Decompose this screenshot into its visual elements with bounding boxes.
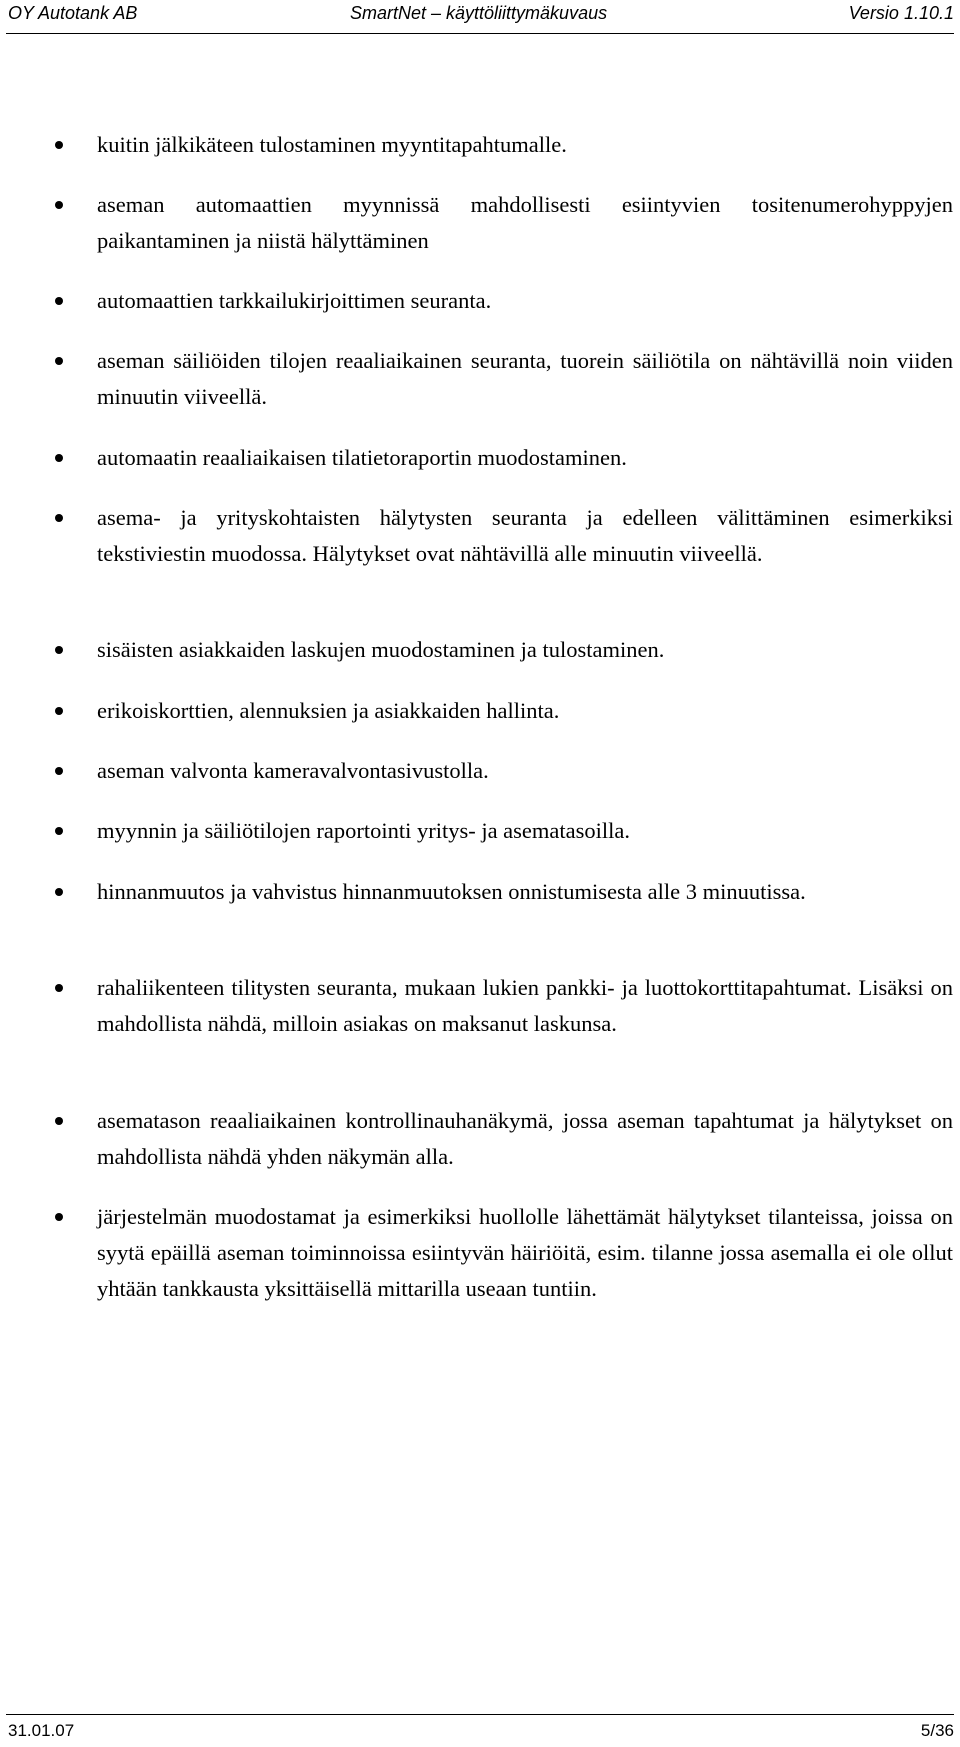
footer-date: 31.01.07 — [8, 1721, 75, 1740]
list-item — [48, 440, 954, 476]
list-item — [48, 813, 954, 849]
bullet-icon — [55, 357, 63, 365]
bullet-icon — [55, 827, 63, 835]
list-item — [48, 1103, 954, 1175]
list-item-text: kuitin jälkikäteen tulostaminen myyntitapahtumalle. — [97, 132, 567, 157]
list-item-text: hinnanmuutos ja vahvistus hinnanmuutoksen onnistumisesta alle 3 minuutissa. — [97, 879, 806, 904]
list-item-text: asematason reaaliaikainen kontrollinauhanäkymä, jossa aseman tapahtumat ja hälytykset on mahdollista nähdä yhden näkymän alla. — [97, 1108, 953, 1169]
bullet-icon — [55, 984, 63, 992]
bullet-icon — [55, 1213, 63, 1221]
list-item-text: automaattien tarkkailukirjoittimen seuranta. — [97, 288, 492, 313]
page-footer — [0, 1718, 960, 1744]
list-item-text: automaatin reaaliaikaisen tilatietoraportin muodostaminen. — [97, 445, 627, 470]
list-item — [48, 874, 954, 910]
bullet-icon — [55, 514, 63, 522]
list-item — [48, 343, 954, 415]
footer-page-number: 5/36 — [920, 1721, 954, 1740]
header-version: Versio 1.10.1 — [848, 3, 954, 23]
bullet-icon — [55, 201, 63, 209]
bullet-icon — [55, 1117, 63, 1125]
list-item — [48, 693, 954, 729]
header-company: OY Autotank AB — [8, 3, 138, 23]
list-item-text: myynnin ja säiliötilojen raportointi yritys- ja asematasoilla. — [97, 818, 631, 843]
list-item — [48, 127, 954, 163]
header-document-title: SmartNet – käyttöliittymäkuvaus — [350, 3, 608, 23]
list-item — [48, 632, 954, 668]
bullet-icon — [55, 646, 63, 654]
list-item — [48, 1199, 954, 1307]
bullet-icon — [55, 297, 63, 305]
list-item — [48, 187, 954, 259]
list-item-text: aseman automaattien myynnissä mahdollisesti esiintyvien tositenumerohyppyjen paikantaminen ja niistä hälyttäminen — [97, 192, 953, 253]
bullet-icon — [55, 888, 63, 896]
list-item — [48, 283, 954, 319]
footer-divider — [6, 1714, 954, 1715]
list-item-text: rahaliikenteen tilitysten seuranta, mukaan lukien pankki- ja luottokorttitapahtumat. Lisäksi on mahdollista nähdä, milloin asiakas on maksanut laskunsa. — [97, 975, 953, 1036]
bullet-icon — [55, 767, 63, 775]
list-item-text: erikoiskorttien, alennuksien ja asiakkaiden hallinta. — [97, 698, 560, 723]
list-item — [48, 753, 954, 789]
list-item — [48, 970, 954, 1042]
list-item-text: sisäisten asiakkaiden laskujen muodostaminen ja tulostaminen. — [97, 637, 665, 662]
bullet-icon — [55, 454, 63, 462]
list-item-text: aseman säiliöiden tilojen reaaliaikainen seuranta, tuorein säiliötila on nähtävillä noin viiden minuutin viiveellä. — [97, 348, 953, 409]
list-item — [48, 500, 954, 572]
list-item-text: aseman valvonta kameravalvontasivustolla. — [97, 758, 489, 783]
bullet-icon — [55, 141, 63, 149]
bullet-icon — [55, 707, 63, 715]
list-item-text: järjestelmän muodostamat ja esimerkiksi huollolle lähettämät hälytykset tilanteissa, joissa on syytä epäillä aseman toiminnoissa esiintyvän häiriöitä, esim. tilanne jossa asemalla ei ole ollut yhtään tankkausta yksittäisellä mittarilla useaan tuntiin. — [97, 1204, 953, 1301]
list-item-text: asema- ja yrityskohtaisten hälytysten seuranta ja edelleen välittäminen esimerkiksi tekstiviestin muodossa. Hälytykset ovat nähtävillä alle minuutin viiveellä. — [97, 505, 953, 566]
